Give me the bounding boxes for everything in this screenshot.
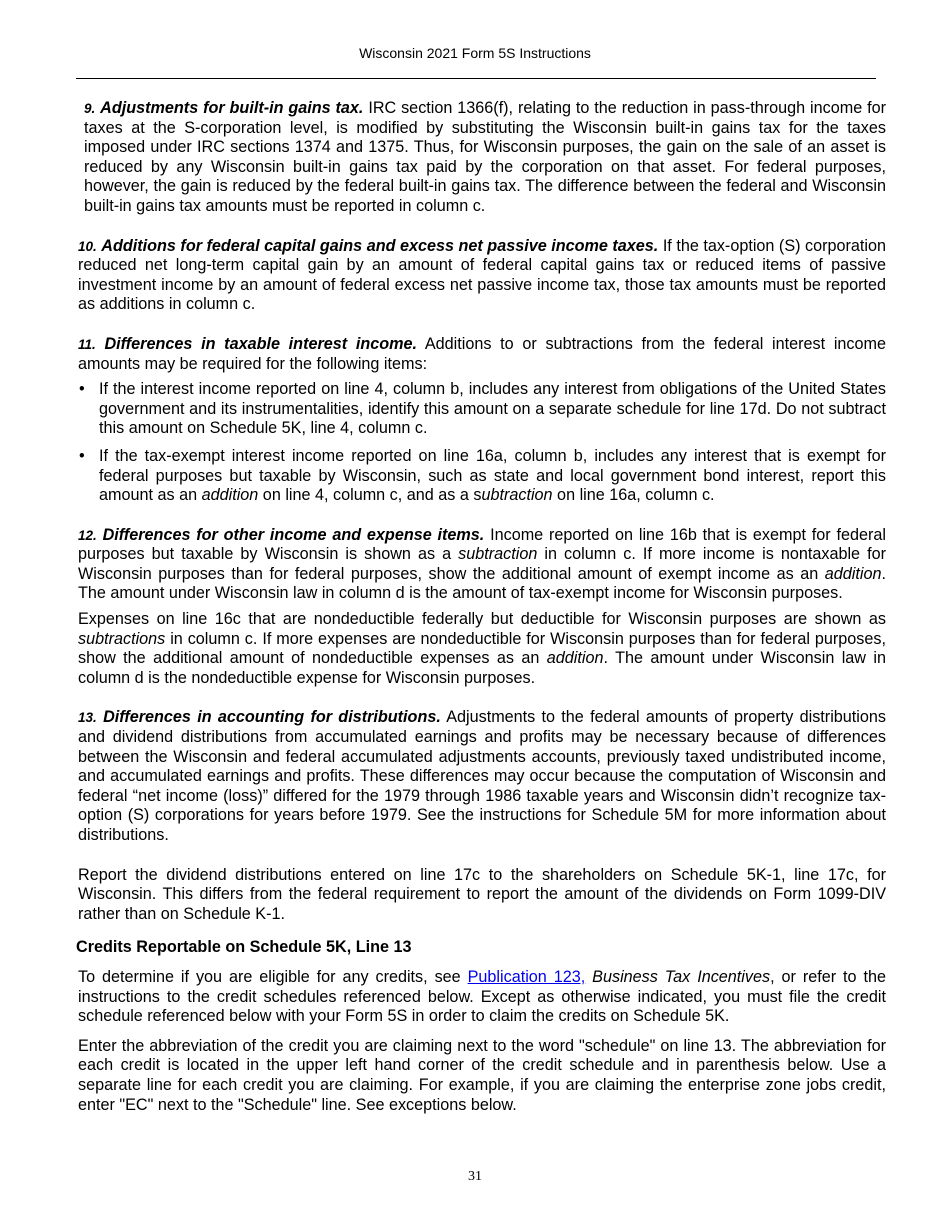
credits-paragraph-2: Enter the abbreviation of the credit you are claiming next to the word "schedule" on line 13. The abbreviation for each credit is located in the upper left hand corner of the credit schedule and in parenthesis below. Use a separate line for each credit you are claiming. For example, if you are claiming the enterprise zone jobs credit, enter "EC" next to the "Schedule" line. See exceptions below. bbox=[78, 1036, 886, 1114]
bullet-text: on line 4, column c, and as a s bbox=[258, 486, 482, 505]
item-13 bbox=[78, 708, 886, 845]
emphasis: Business Tax Incentives bbox=[592, 967, 771, 986]
publication-123-link[interactable]: Publication 123, bbox=[467, 967, 586, 986]
header-rule bbox=[76, 78, 876, 79]
emphasis: ubtraction bbox=[481, 486, 553, 505]
document-body bbox=[78, 99, 886, 1115]
item-text: IRC section 1366(f), relating to the reduction in pass-through income for taxes at the S-corporation level, is modified by substituting the Wisconsin built-in gains tax for the taxes imposed under IRC sections 1374 and 1375. Thus, for Wisconsin purposes, the gain on the sale of an asset is reduced by any Wisconsin built-in gains tax paid by the corporation on that asset. For federal purposes, however, the gain is reduced by the federal built-in gains tax. The difference between the federal and Wisconsin built-in gains tax amounts must be reported in column c. bbox=[84, 99, 886, 215]
emphasis: addition bbox=[201, 486, 259, 505]
emphasis: subtraction bbox=[458, 545, 538, 564]
item-11 bbox=[78, 335, 886, 374]
page-number: 31 bbox=[468, 1169, 482, 1184]
item-title: Additions for federal capital gains and excess net passive income taxes. bbox=[101, 236, 659, 255]
item-text: . The amount under Wisconsin law in column d is the nondeductible expense for Wisconsin purposes. bbox=[78, 649, 886, 687]
section-heading: Credits Reportable on Schedule 5K, Line 13 bbox=[76, 938, 412, 957]
list-item bbox=[78, 380, 886, 439]
emphasis: addition bbox=[824, 564, 882, 583]
item-text: . The amount under Wisconsin law in column d is the amount of tax-exempt income for Wisconsin purposes. bbox=[78, 564, 886, 603]
paragraph-text: To determine if you are eligible for any credits, see bbox=[78, 967, 468, 986]
credits-paragraph-1 bbox=[78, 968, 886, 1027]
item-text: Additions to or subtractions from the federal interest income amounts may be required for the following items: bbox=[78, 334, 886, 373]
bullet-text: If the tax-exempt interest income reported on line 16a, column b, includes any interest that is exempt for federal purposes but taxable by Wisconsin, such as state and local government bond interest, report this amount as an bbox=[99, 446, 886, 505]
item-number: 9. bbox=[84, 101, 96, 116]
item-number: 10. bbox=[78, 238, 97, 254]
item-title: Differences in accounting for distributions. bbox=[103, 708, 441, 727]
item-text: Expenses on line 16c that are nondeductible federally but deductible for Wisconsin purposes are shown as bbox=[78, 610, 886, 629]
item-number: 11. bbox=[78, 336, 96, 352]
paragraph-text: , or refer to the instructions to the credit schedules referenced below. Except as otherwise indicated, you must file the credit schedule referenced below with your Form 5S in order to claim the credits on Schedule 5K. bbox=[78, 967, 886, 1026]
emphasis: addition bbox=[546, 649, 604, 668]
item-12-paragraph-2 bbox=[78, 610, 886, 688]
bullet-text: on line 16a, column c. bbox=[552, 486, 715, 505]
item-title: Differences for other income and expense items. bbox=[102, 525, 485, 544]
bullet-icon: • bbox=[79, 446, 85, 465]
page-header: Wisconsin 2021 Form 5S Instructions bbox=[359, 45, 591, 61]
item-number: 13. bbox=[78, 710, 97, 726]
item-text: in column c. If more income is nontaxable for Wisconsin purposes than for federal purposes, show the additional amount of exempt income as an bbox=[78, 545, 886, 583]
item-title: Adjustments for built-in gains tax. bbox=[100, 99, 364, 117]
item-13-paragraph-2: Report the dividend distributions entered on line 17c to the shareholders on Schedule 5K-1, line 17c, for Wisconsin. This differs from the federal requirement to report the amount of the dividends on Form 1099-DIV rather than on Schedule K-1. bbox=[78, 865, 886, 923]
item-text: Income reported on line 16b that is exempt for federal purposes but taxable by Wisconsin is shown as a bbox=[78, 525, 886, 564]
emphasis: subtractions bbox=[78, 629, 166, 648]
list-item bbox=[78, 447, 886, 506]
item-number: 12. bbox=[78, 527, 97, 543]
item-title: Differences in taxable interest income. bbox=[104, 334, 418, 353]
item-text: If the tax-option (S) corporation reduced net long-term capital gain by an amount of federal capital gains tax or reduced items of passive investment income by an amount of federal excess net passive income tax, those tax amounts must be reported as additions in column c. bbox=[78, 236, 887, 314]
item-12 bbox=[78, 526, 886, 604]
item-10 bbox=[78, 237, 886, 315]
item-9 bbox=[78, 99, 886, 217]
item-11-bullets bbox=[78, 380, 886, 506]
bullet-text: If the interest income reported on line 4, column b, includes any interest from obligations of the United States government and its instrumentalities, identify this amount on a separate schedule for line 17d. Do not subtract this amount on Schedule 5K, line 4, column c. bbox=[99, 380, 886, 438]
bullet-icon: • bbox=[79, 380, 85, 399]
item-text: in column c. If more expenses are nondeductible for Wisconsin purposes than for federal purposes, show the additional amount of nondeductible expenses as an bbox=[78, 629, 886, 668]
item-text: Adjustments to the federal amounts of property distributions and dividend distributions from accumulated earnings and profits may be necessary because of differences between the Wisconsin and federal accumulated adjustments accounts, previously taxed undistributed income, and accumulated earnings and profits. These differences may occur because the computation of Wisconsin and federal “net income (loss)” differed for the 1979 through 1986 taxable years and Wisconsin didn’t recognize tax-option (S) corporations for years before 1979. See the instructions for Schedule 5M for more information about distributions. bbox=[78, 708, 886, 844]
